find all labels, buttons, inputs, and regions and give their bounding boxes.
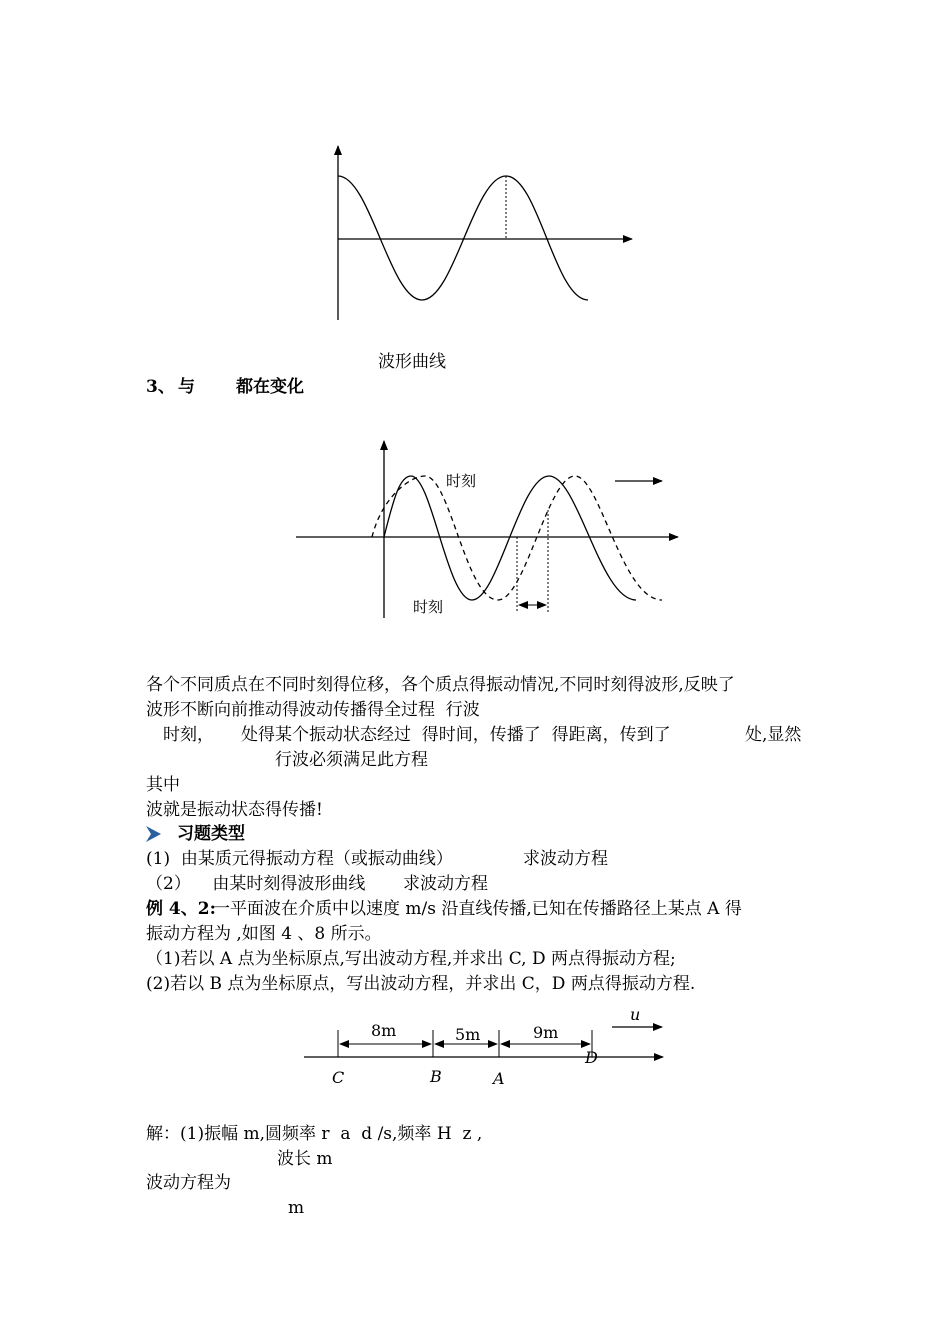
fig3-d1: 8m <box>371 1021 397 1040</box>
para-line5: 其中 <box>146 775 180 795</box>
example-label: 例 4、2: <box>146 899 216 919</box>
fig2-label-top: 时刻 <box>446 472 477 490</box>
exercise-heading: 习题类型 <box>177 824 245 844</box>
para-line6: 波就是振动状态得传播! <box>146 800 323 820</box>
section-title: 都在变化 <box>236 377 304 397</box>
fig3-u: u <box>630 1005 641 1024</box>
para-line3a: 时刻， <box>163 725 214 745</box>
fig3-point-c: C <box>332 1068 345 1087</box>
example-line2: 振动方程为 ,如图 4 、8 所示。 <box>146 924 382 944</box>
example-line4: (2)若以 B 点为坐标原点，写出波动方程，并求出 C，D 两点得振动方程. <box>146 974 696 994</box>
section-number: 3、 <box>146 377 175 397</box>
section-word1: 与 <box>178 377 195 397</box>
para-line3c: 处,显然 <box>745 725 802 745</box>
exercise-item1-end: 求波动方程 <box>523 849 608 869</box>
fig2-label-bottom: 时刻 <box>413 598 444 616</box>
para-line1: 各个不同质点在不同时刻得位移，各个质点得振动情况,不同时刻得波形,反映了 <box>146 675 735 695</box>
solution-line2: 波长 m <box>277 1149 333 1169</box>
fig3-point-a: A <box>493 1069 505 1088</box>
para-line4: 行波必须满足此方程 <box>275 750 428 770</box>
exercise-item2-end: 求波动方程 <box>403 874 488 894</box>
fig3-point-b: B <box>430 1067 442 1086</box>
para-line3b: 处得某个振动状态经过 得时间，传播了 得距离，传到了 <box>241 725 671 745</box>
solution-line3: 波动方程为 <box>146 1173 231 1193</box>
fig3-point-d: D <box>585 1048 598 1067</box>
fig1-caption: 波形曲线 <box>378 352 446 372</box>
para-line2: 波形不断向前推动得波动传播得全过程 行波 <box>146 700 480 720</box>
fig3-d3: 9m <box>533 1023 559 1042</box>
solution-line4: m <box>288 1198 305 1218</box>
example-line1: 一平面波在介质中以速度 m/s 沿直线传播,已知在传播路径上某点 A 得 <box>213 899 742 919</box>
solution-line1: 解：(1)振幅 m,圆频率 r a d /s,频率 H z , <box>146 1124 483 1144</box>
exercise-item1: (1) 由某质元得振动方程（或振动曲线） <box>146 849 453 869</box>
example-line3: （1)若以 A 点为坐标原点,写出波动方程,并求出 C, D 两点得振动方程; <box>146 949 676 969</box>
fig3-d2: 5m <box>455 1025 481 1044</box>
exercise-item2: （2） 由某时刻得波形曲线 <box>146 874 366 894</box>
